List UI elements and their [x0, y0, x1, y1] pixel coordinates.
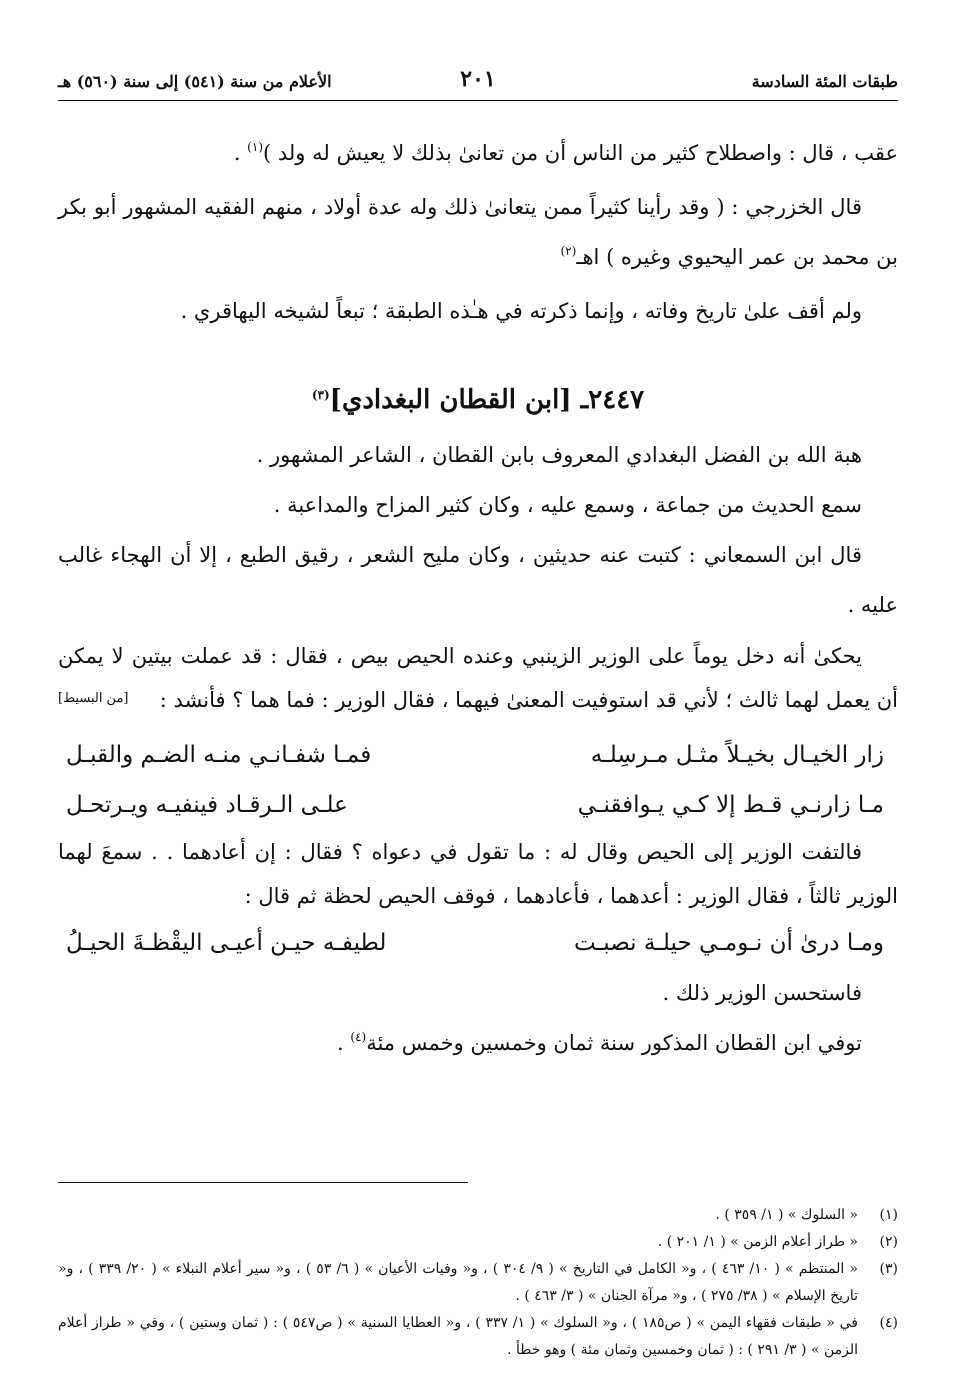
paragraph: يحكىٰ أنه دخل يوماً على الوزير الزينبي وعنده الحيص بيص ، فقال : قد عملت بيتين لا يمكن أن يعمل لهما ثالث ؛ لأني قد استوفيت المعنىٰ فيهما ، فقال الوزير : فما هما ؟ فأنشد : — [58, 644, 898, 712]
verse — [58, 730, 898, 780]
footnote-divider — [58, 1182, 468, 1183]
paragraph: عقب ، قال : واصطلاح كثير من الناس أن من تعانىٰ بذلك لا يعيش له ولد )$^{(١)}$ . — [233, 140, 898, 165]
footnote-ref: (٤) — [350, 1030, 367, 1044]
hemistich-first: زار الخيـال بخيـلاً مثـل مـرسِلـه — [590, 742, 884, 768]
hemistich-second: علـى الـرقـاد فينفيـه ويـرتحـل — [66, 792, 348, 818]
running-head — [58, 62, 898, 101]
footnote-number: (٢) — [879, 1234, 898, 1250]
footnote-text: « السلوك » ( ١/ ٣٥٩ ) . — [715, 1207, 858, 1223]
page-number: ٢٠١ — [460, 66, 496, 92]
book-title: طبقات المئة السادسة — [751, 72, 898, 91]
paragraph: هبة الله بن الفضل البغدادي المعروف بابن القطان ، الشاعر المشهور . — [256, 443, 862, 467]
footnotes — [58, 1202, 898, 1364]
paragraph: فاستحسن الوزير ذلك . — [662, 981, 862, 1005]
footnote-number: (٣) — [879, 1261, 898, 1277]
footnote — [58, 1256, 898, 1310]
footnote — [58, 1202, 898, 1229]
footnote-number: (١) — [879, 1207, 898, 1223]
main-text — [58, 128, 898, 1068]
footnote-ref: (٢) — [560, 244, 577, 258]
hemistich-first: ومـا درىٰ أن نـومـي حيلـة نصبـت — [573, 930, 884, 956]
footnote-text: « طراز أعلام الزمن » ( ١/ ٢٠١ ) . — [657, 1234, 858, 1250]
footnote — [58, 1310, 898, 1364]
paragraph: سمع الحديث من جماعة ، وسمع عليه ، وكان كثير المزاح والمداعبة . — [273, 493, 862, 517]
hemistich-second: فمـا شفـانـي منـه الضـم والقبـل — [66, 742, 372, 768]
meter-row — [58, 686, 898, 712]
paragraph: قال ابن السمعاني : كتبت عنه حديثين ، وكان مليح الشعر ، رقيق الطبع ، إلا أن الهجاء غالب عليه . — [58, 543, 898, 617]
paragraph: ولم أقف علىٰ تاريخ وفاته ، وإنما ذكرته في هـٰذه الطبقة ؛ تبعاً لشيخه اليهاقري . — [180, 299, 862, 323]
footnote-text: « المنتظم » ( ١٠/ ٤٦٣ ) ، و« الكامل في التاريخ » ( ٩/ ٣٠٤ ) ، و« وفيات الأعيان » ( ٦/ ٥٣ ) ، و« سير أعلام النبلاء » ( ٢٠/ ٣٣٩ ) ، و« تاريخ الإسلام » ( ٣٨/ ٢٧٥ ) ، و« مرآة الجنان » ( ٣/ ٤٦٣ ) . — [58, 1261, 858, 1304]
footnote-ref: (٣) — [311, 388, 330, 402]
footnote — [58, 1229, 898, 1256]
footnote-text: في « طبقات فقهاء اليمن » ( ص١٨٥ ) ، و« السلوك » ( ١/ ٣٣٧ ) ، و« العطايا السنية » ( ص٥٤٧ ) : ( ثمان وستين ) ، وفي « طراز أعلام الزمن » ( ٣/ ٢٩١ ) : ( ثمان وخمسين وثمان مئة ) وهو خطأ . — [58, 1315, 859, 1358]
entry-heading: ٢٤٤٧ـ [ابن القطان البغدادي]$^{(٣)}$ — [311, 385, 645, 415]
hemistich-first: مـا زارنـي قـط إلا كـي يـوافقنـي — [577, 792, 884, 818]
page — [58, 62, 898, 1358]
footnote-number: (٤) — [879, 1315, 898, 1331]
paragraph: فالتفت الوزير إلى الحيص وقال له : ما تقول في دعواه ؟ فقال : إن أعادهما . . سمعَ لهما الوزير ثالثاً ، فقال الوزير : أعدهما ، فأعادهما ، فوقف الحيص لحظة ثم قال : — [58, 840, 898, 908]
paragraph: توفي ابن القطان المذكور سنة ثمان وخمسين وخمس مئة$^{(٤)}$ . — [337, 1030, 862, 1055]
footnote-ref: (١) — [247, 140, 263, 154]
meter-label: [من البسيط] — [58, 691, 129, 706]
hemistich-second: لطيفـه حيـن أعيـى اليقْظـةَ الحيـلُ — [66, 930, 387, 956]
verse — [58, 780, 898, 830]
section-range: الأعلام من سنة (٥٤١) إلى سنة (٥٦٠) هـ — [58, 72, 332, 91]
paragraph: قال الخزرجي : ( وقد رأينا كثيراً ممن يتعانىٰ ذلك وله عدة أولاد ، منهم الفقيه المشهور أبو بكر بن محمد بن عمر اليحيوي وغيره ) اهـ$^{(٢)}$ — [58, 195, 898, 269]
verse — [58, 918, 898, 968]
